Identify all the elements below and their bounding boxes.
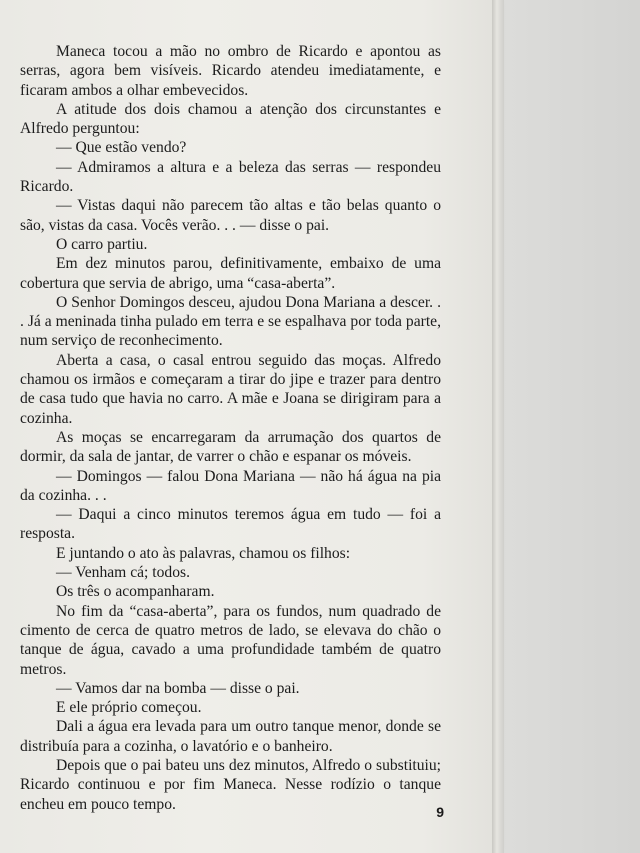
paragraph: E juntando o ato às palavras, chamou os filhos:	[56, 544, 351, 562]
paragraph: O Senhor Domingos desceu, ajudou Dona Mariana a descer. . . Já a meninada tinha pulado em terra e se espalhava por toda parte, num serviço de reconhecimento.	[20, 293, 441, 350]
paragraph: O carro partiu.	[56, 235, 148, 253]
paragraph: — Domingos — falou Dona Mariana — não há água na pia da cozinha. . .	[20, 467, 441, 504]
paragraph: Aberta a casa, o casal entrou seguido das moças. Alfredo chamou os irmãos e começaram a tirar do jipe e trazer para dentro de casa tudo que havia no carro. A mãe e Joana se dirigiram para a cozinha.	[20, 351, 441, 427]
page-edge	[492, 0, 504, 853]
paragraph: Depois que o pai bateu uns dez minutos, Alfredo o substituiu; Ricardo continuou e por fim Maneca. Nesse rodízio o tanque encheu em pouco tempo.	[20, 756, 441, 813]
paragraph: — Vistas daqui não parecem tão altas e tão belas quanto o são, vistas da casa. Vocês verão. . . — disse o pai.	[20, 197, 441, 234]
paragraph: A atitude dos dois chamou a atenção dos circunstantes e Alfredo perguntou:	[20, 100, 441, 138]
paragraph: — Admiramos a altura e a beleza das serras — respondeu Ricardo.	[20, 158, 441, 196]
body-text	[20, 42, 441, 814]
paragraph: Em dez minutos parou, definitivamente, embaixo de uma cobertura que servia de abrigo, uma “casa-aberta”.	[20, 255, 441, 292]
paragraph: — Daqui a cinco minutos teremos água em tudo — foi a resposta.	[20, 506, 441, 543]
paragraph: Dali a água era levada para um outro tanque menor, donde se distribuía para a cozinha, o lavatório e o banheiro.	[20, 718, 441, 755]
paragraph: — Venham cá; todos.	[56, 564, 190, 582]
paragraph: Os três o acompanharam.	[56, 583, 215, 601]
paragraph: Maneca tocou a mão no ombro de Ricardo e apontou as serras, agora bem visíveis. Ricardo atendeu imediatamente, e ficaram ambos a olhar embevecidos.	[20, 43, 441, 99]
paragraph: — Que estão vendo?	[56, 139, 187, 157]
paragraph: No fim da “casa-aberta”, para os fundos, num quadrado de cimento de cerca de quatro metros de lado, se elevava do chão o tanque de água, cavado a uma profundidade também de quatro metros.	[20, 602, 441, 678]
paragraph: — Vamos dar na bomba — disse o pai.	[56, 679, 300, 697]
page-number: 9	[436, 804, 444, 820]
paragraph: As moças se encarregaram da arrumação dos quartos de dormir, da sala de jantar, de varrer o chão e espanar os móveis.	[20, 428, 441, 466]
paragraph: E ele próprio começou.	[56, 699, 202, 717]
